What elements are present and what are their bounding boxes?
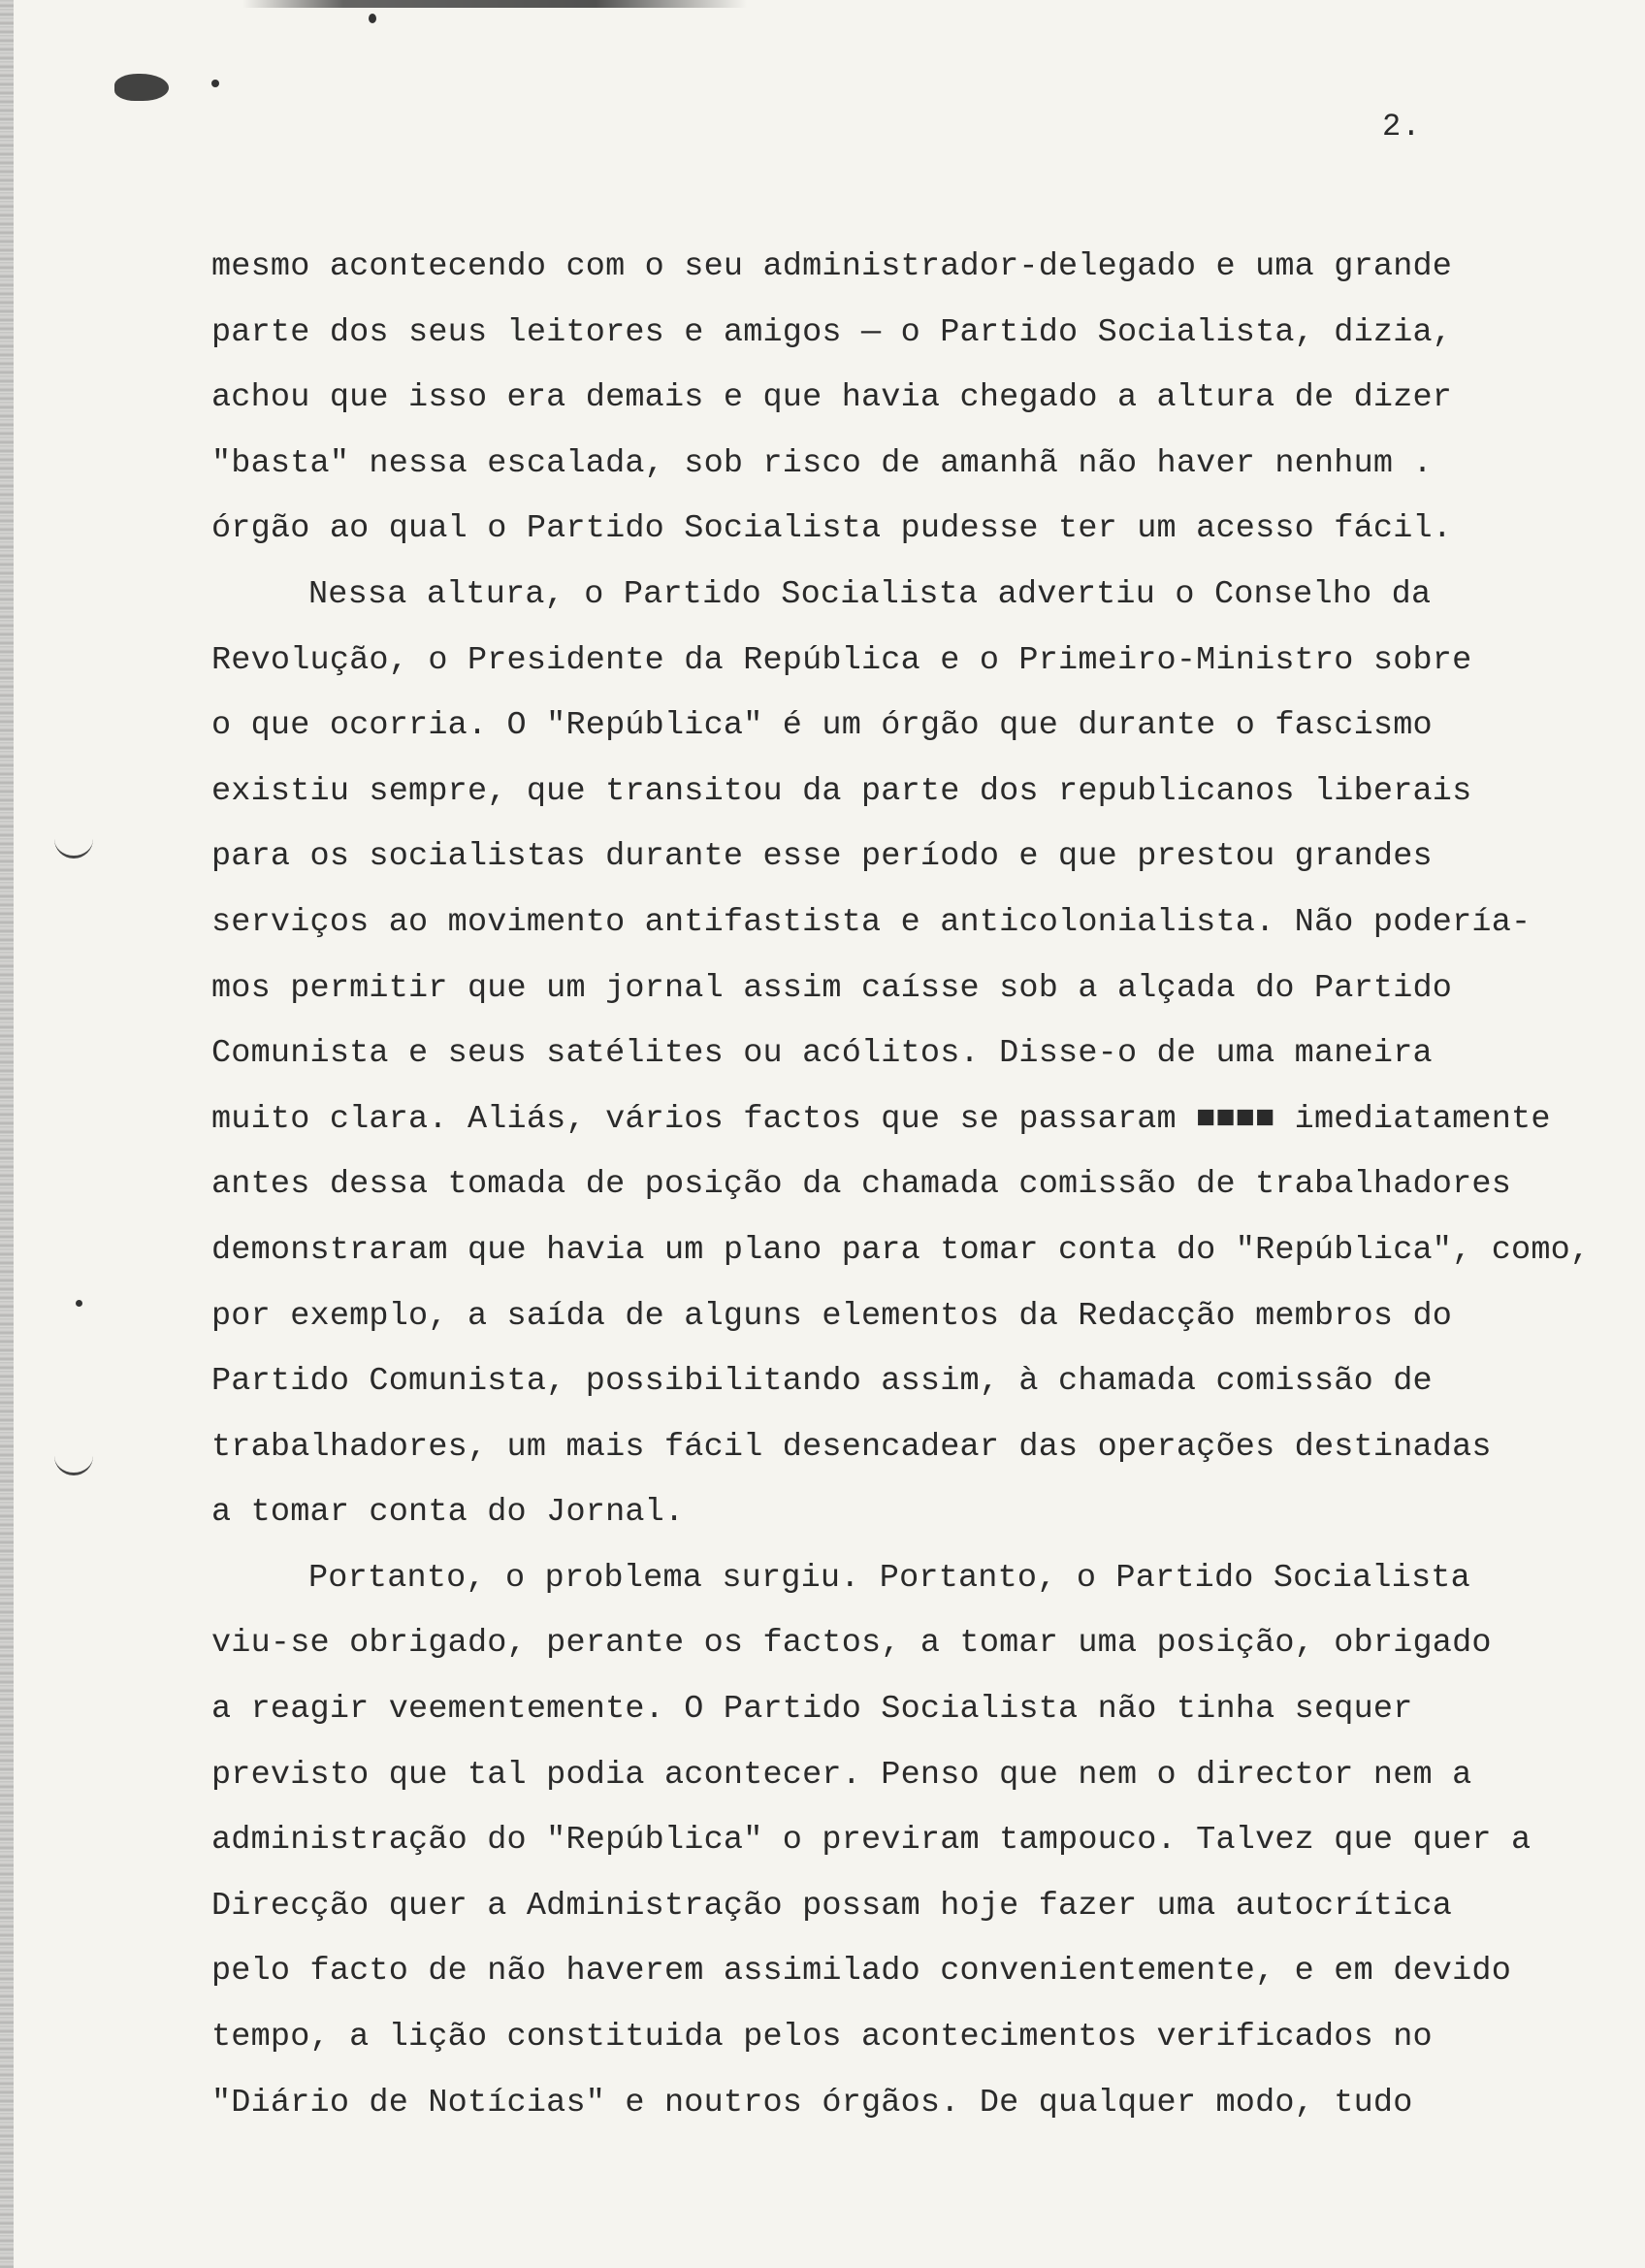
text-line: demonstraram que havia um plano para tomar conta do "República", como,: [211, 1231, 1591, 1269]
text-line: antes dessa tomada de posição da chamada comissão de trabalhadores: [211, 1166, 1512, 1204]
text-line: "Diário de Notícias" e noutros órgãos. De qualquer modo, tudo: [211, 2084, 1413, 2122]
page-number: 2.: [1382, 109, 1422, 145]
text-line: tempo, a lição constituida pelos acontecimentos verificados no: [211, 2019, 1433, 2057]
ink-dot: [211, 80, 219, 87]
text-line: trabalhadores, um mais fácil desencadear das operações destinadas: [211, 1428, 1492, 1466]
punch-mark: [54, 838, 93, 859]
text-line: administração do "República" o previram tampouco. Talvez que quer a: [211, 1822, 1532, 1860]
text-line: Revolução, o Presidente da República e o Primeiro-Ministro sobre: [211, 641, 1472, 679]
ink-dot: [76, 1300, 82, 1307]
text-line: muito clara. Aliás, vários factos que se passaram ■■■■ imediatamente: [211, 1100, 1551, 1138]
scan-top-artifact: [242, 0, 747, 8]
text-line: Direcção quer a Administração possam hoje fazer uma autocrítica: [211, 1887, 1453, 1925]
text-line: a tomar conta do Jornal.: [211, 1494, 685, 1532]
text-line: parte dos seus leitores e amigos — o Partido Socialista, dizia,: [211, 313, 1453, 351]
text-line: para os socialistas durante esse período e que prestou grandes: [211, 838, 1433, 876]
text-line: viu-se obrigado, perante os factos, a tomar uma posição, obrigado: [211, 1625, 1492, 1663]
text-line: mesmo acontecendo com o seu administrador-delegado e uma grande: [211, 248, 1453, 285]
text-line: existiu sempre, que transitou da parte dos republicanos liberais: [211, 772, 1472, 810]
text-line: o que ocorria. O "República" é um órgão que durante o fascismo: [211, 707, 1433, 745]
text-line: Partido Comunista, possibilitando assim, à chamada comissão de: [211, 1363, 1433, 1401]
text-line: a reagir veementemente. O Partido Socialista não tinha sequer: [211, 1691, 1413, 1729]
text-line: Comunista e seus satélites ou acólitos. Disse-o de uma maneira: [211, 1035, 1433, 1073]
text-line: por exemplo, a saída de alguns elementos da Redacção membros do: [211, 1297, 1453, 1335]
text-line: pelo facto de não haverem assimilado convenientemente, e em devido: [211, 1953, 1512, 1991]
text-line: previsto que tal podia acontecer. Penso que nem o director nem a: [211, 1756, 1472, 1794]
punch-mark: [54, 1455, 93, 1475]
text-line: órgão ao qual o Partido Socialista pudesse ter um acesso fácil.: [211, 510, 1453, 548]
text-line: Portanto, o problema surgiu. Portanto, o Partido Socialista: [308, 1559, 1470, 1597]
text-line: serviços ao movimento antifastista e anticolonialista. Não podería-: [211, 903, 1532, 941]
text-line: achou que isso era demais e que havia chegado a altura de dizer: [211, 379, 1453, 417]
text-line: mos permitir que um jornal assim caísse sob a alçada do Partido: [211, 969, 1453, 1007]
ink-blot: [114, 74, 169, 101]
document-body: [211, 235, 1608, 2136]
scan-edge-artifact: [0, 0, 14, 2268]
text-line: "basta" nessa escalada, sob risco de amanhã não haver nenhum .: [211, 444, 1433, 482]
text-line: Nessa altura, o Partido Socialista advertiu o Conselho da: [308, 575, 1432, 613]
ink-dot: [369, 14, 376, 23]
